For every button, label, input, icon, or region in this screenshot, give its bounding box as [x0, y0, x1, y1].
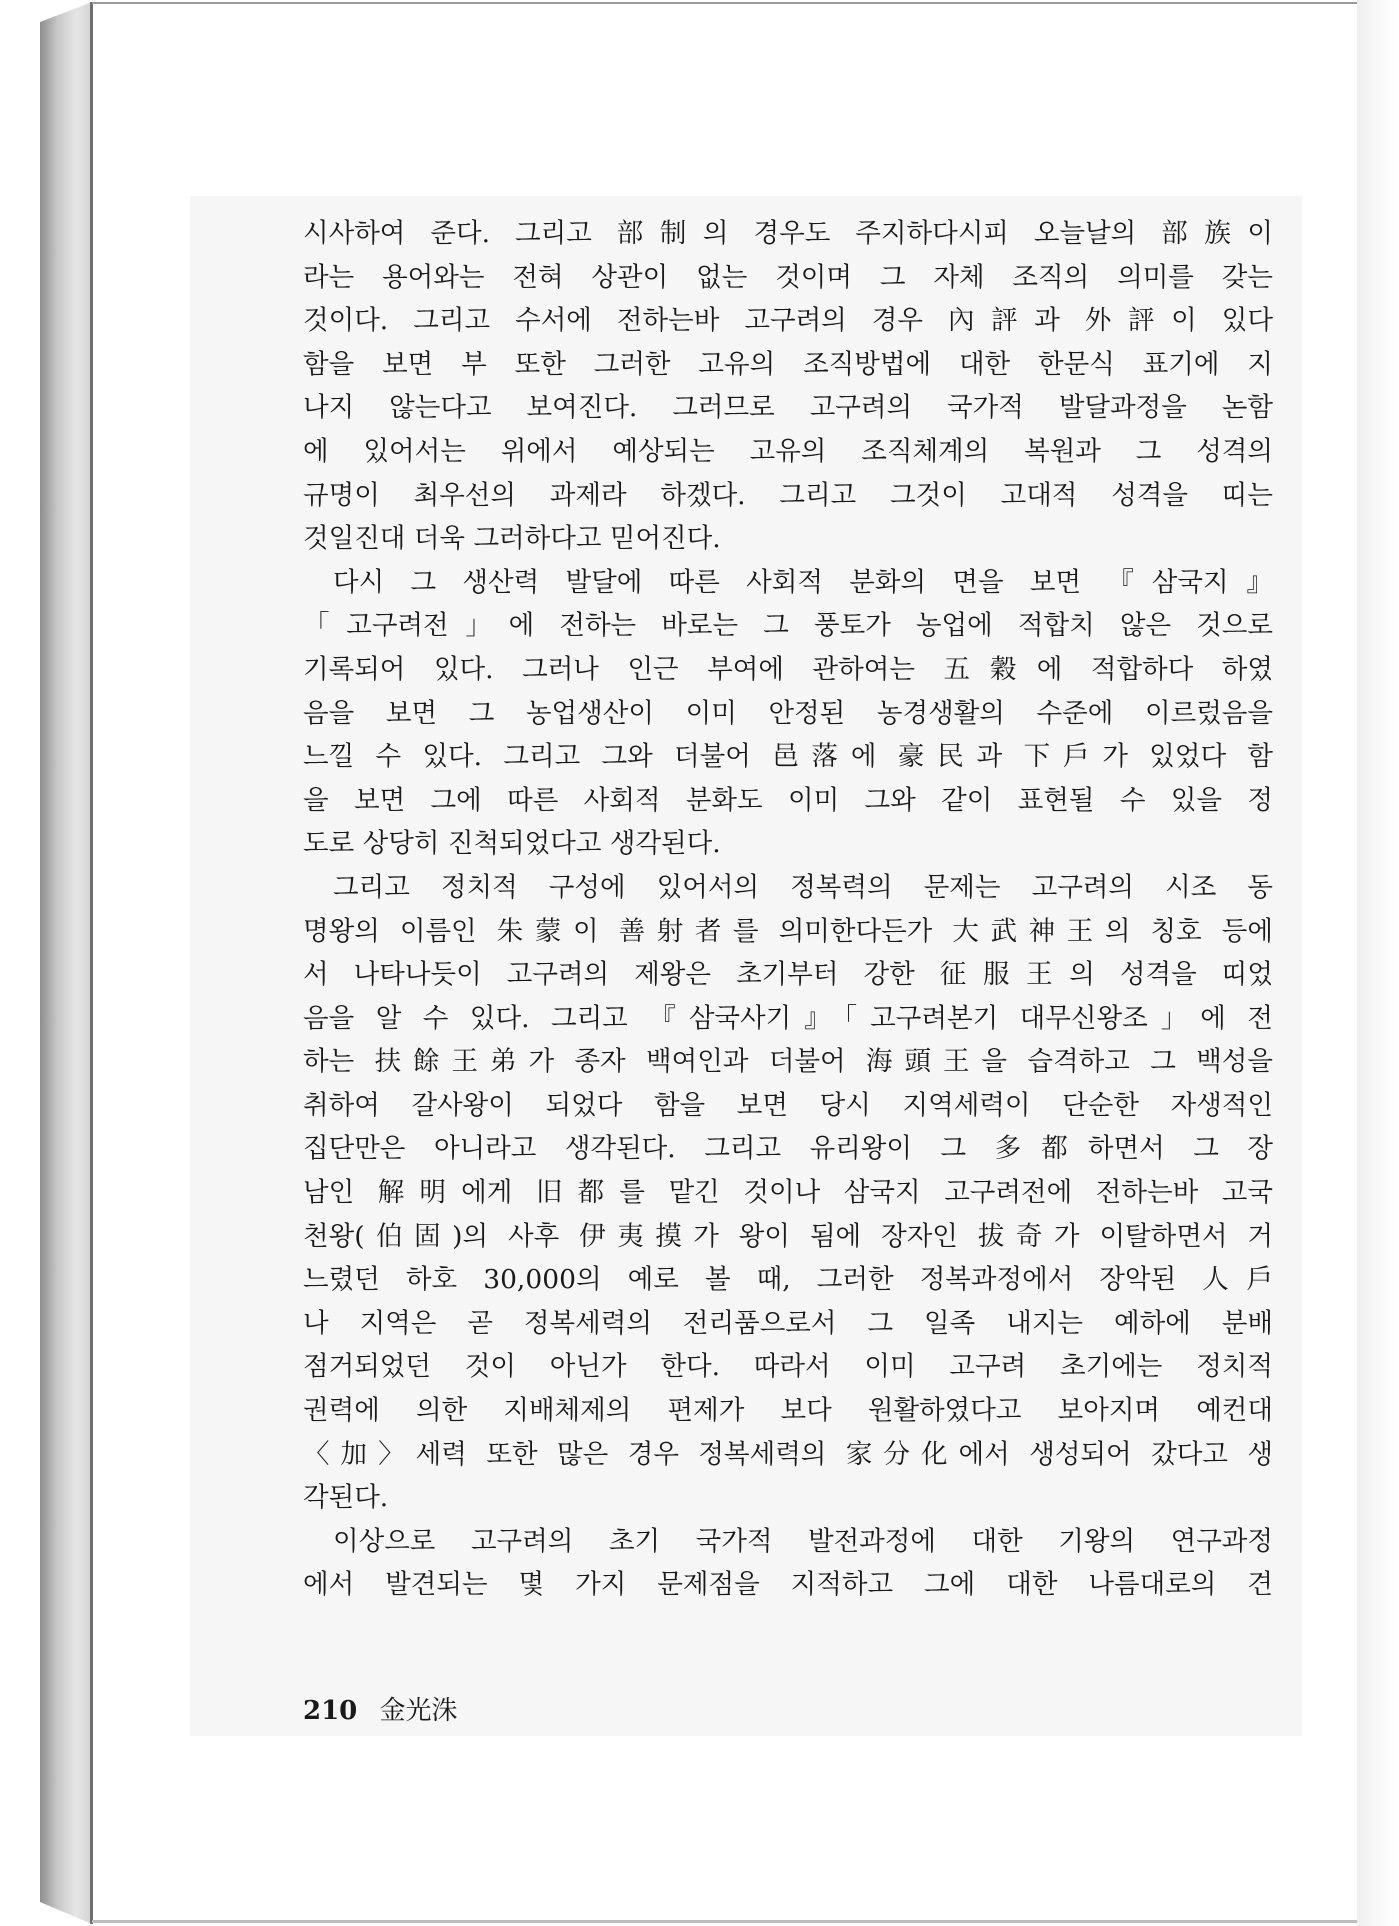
text-line: 하는 扶餘王弟가 종자 백여인과 더불어 海頭王을 습격하고 그 백성을: [303, 1046, 1273, 1078]
text-line: 남인 解明에게 旧都를 맡긴 것이나 삼국지 고구려전에 전하는바 고국: [303, 1177, 1273, 1209]
body-text: [303, 212, 1273, 1607]
text-line: 천왕(伯固)의 사후 伊夷摸가 왕이 됨에 장자인 拔奇가 이탈하면서 거: [303, 1220, 1273, 1252]
text-line: 도로 상당히 진척되었다고 생각된다.: [303, 828, 721, 860]
text-line: 다시 그 생산력 발달에 따른 사회적 분화의 면을 보면 『삼국지』: [333, 566, 1273, 598]
text-line: 느렸던 하호 30,000의 예로 볼 때, 그러한 정복과정에서 장악된 人戶: [303, 1264, 1273, 1296]
text-line: 라는 용어와는 전혀 상관이 없는 것이며 그 자체 조직의 의미를 갖는: [303, 261, 1273, 293]
text-line: 〈加〉세력 또한 많은 경우 정복세력의 家分化에서 생성되어 갔다고 생: [303, 1438, 1273, 1470]
text-line: 서 나타나듯이 고구려의 제왕은 초기부터 강한 征服王의 성격을 띠었: [303, 959, 1273, 991]
book-spine: [40, 2, 92, 1924]
text-line: 나지 않는다고 보여진다. 그러므로 고구려의 국가적 발달과정을 논함: [303, 392, 1273, 424]
text-line: 에서 발견되는 몇 가지 문제점을 지적하고 그에 대한 나름대로의 견: [303, 1569, 1273, 1601]
text-line: 명왕의 이름인 朱蒙이 善射者를 의미한다든가 大武神王의 칭호 등에: [303, 915, 1273, 947]
page-top-edge: [92, 2, 1357, 4]
text-line: 음을 보면 그 농업생산이 이미 안정된 농경생활의 수준에 이르렀음을: [303, 697, 1273, 729]
text-line: 함을 보면 부 또한 그러한 고유의 조직방법에 대한 한문식 표기에 지: [303, 348, 1273, 380]
text-line: 을 보면 그에 따른 사회적 분화도 이미 그와 같이 표현될 수 있을 정: [303, 784, 1273, 816]
book-spine-edge: [90, 2, 93, 1924]
author-name: 金光洙: [379, 1696, 458, 1726]
text-line: 점거되었던 것이 아닌가 한다. 따라서 이미 고구려 초기에는 정치적: [303, 1351, 1273, 1383]
text-line: 것이다. 그리고 수서에 전하는바 고구려의 경우 內評과 外評이 있다: [303, 305, 1273, 337]
text-line: 취하여 갈사왕이 되었다 함을 보면 당시 지역세력이 단순한 자생적인: [303, 1089, 1273, 1121]
text-line: 기록되어 있다. 그러나 인근 부여에 관하여는 五穀에 적합하다 하였: [303, 653, 1273, 685]
page-bottom-edge: [92, 1920, 1357, 1923]
page-right-shadow: [1357, 0, 1399, 1926]
text-line: 시사하여 준다. 그리고 部制의 경우도 주지하다시피 오늘날의 部族이: [303, 218, 1273, 249]
text-line: 「고구려전」에 전하는 바로는 그 풍토가 농업에 적합치 않은 것으로: [303, 610, 1273, 642]
text-line: 그리고 정치적 구성에 있어서의 정복력의 문제는 고구려의 시조 동: [333, 871, 1273, 903]
text-line: 이상으로 고구려의 초기 국가적 발전과정에 대한 기왕의 연구과정: [333, 1525, 1273, 1557]
text-line: 집단만은 아니라고 생각된다. 그리고 유리왕이 그 多都하면서 그 장: [303, 1133, 1273, 1165]
text-line: 권력에 의한 지배체제의 편제가 보다 원활하였다고 보아지며 예컨대: [303, 1395, 1273, 1427]
text-line: 나 지역은 곧 정복세력의 전리품으로서 그 일족 내지는 예하에 분배: [303, 1307, 1273, 1339]
text-line: 느낄 수 있다. 그리고 그와 더불어 邑落에 豪民과 下戶가 있었다 함: [303, 741, 1273, 773]
text-line: 음을 알 수 있다. 그리고 『삼국사기』「고구려본기 대무신왕조」에 전: [303, 1002, 1273, 1034]
text-line: 규명이 최우선의 과제라 하겠다. 그리고 그것이 고대적 성격을 띠는: [303, 479, 1273, 511]
page-footer: [303, 1690, 458, 1727]
text-line: 것일진대 더욱 그러하다고 믿어진다.: [303, 523, 721, 555]
page-number: 210: [303, 1696, 358, 1726]
text-line: 에 있어서는 위에서 예상되는 고유의 조직체계의 복원과 그 성격의: [303, 435, 1273, 467]
text-line: 각된다.: [303, 1482, 389, 1514]
